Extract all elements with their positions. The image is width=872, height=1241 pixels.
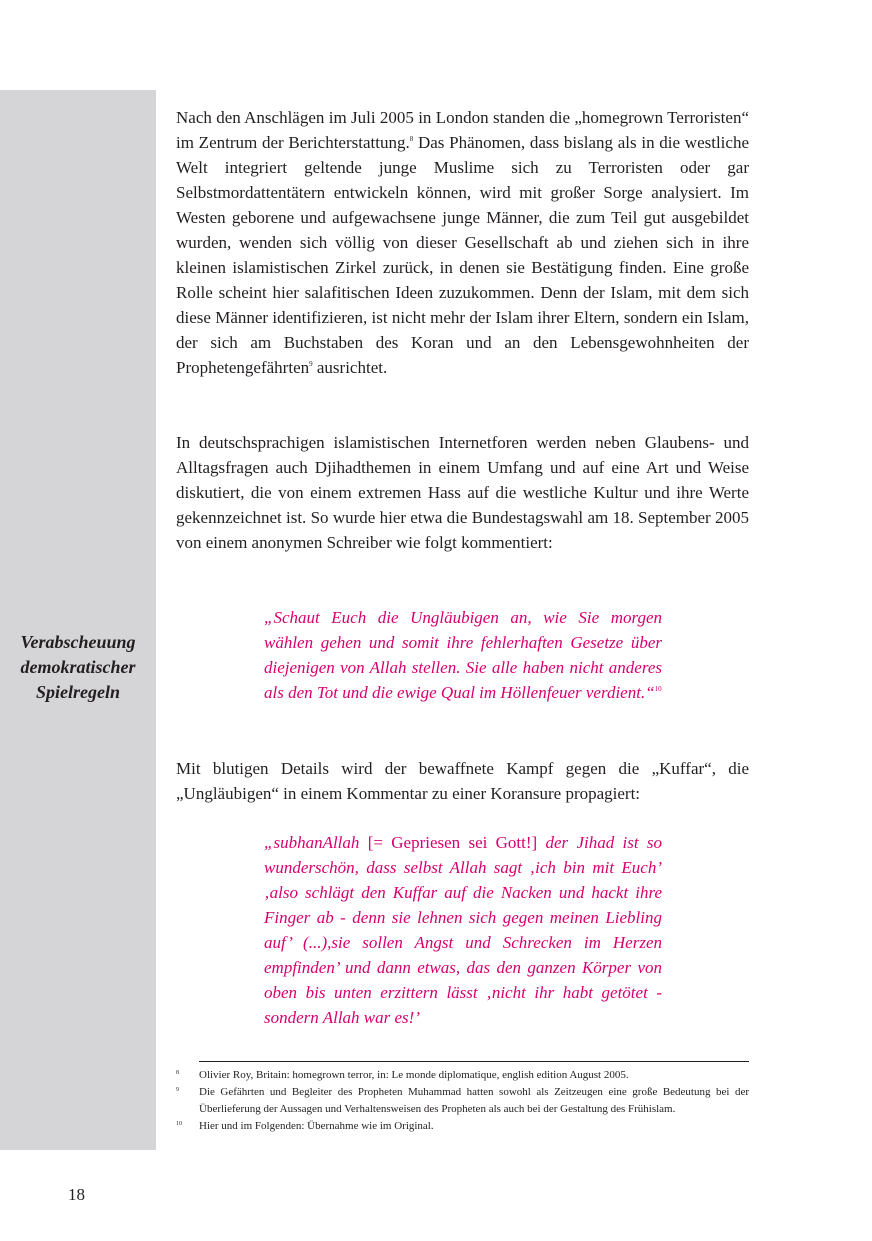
footnotes xyxy=(176,1067,749,1135)
paragraph-1 xyxy=(176,105,749,380)
margin-note xyxy=(0,630,156,705)
footnote-ref-8[interactable]: 8 xyxy=(409,135,414,143)
quote-text: „subhanAllah xyxy=(264,833,368,852)
quote-1 xyxy=(264,605,662,705)
footnote-text: Olivier Roy, Britain: homegrown terror, in: Le monde diplomatique, english edition August 2005. xyxy=(199,1069,629,1081)
quote-2 xyxy=(264,830,662,1030)
footnote-8 xyxy=(176,1067,749,1084)
footnote-9 xyxy=(176,1084,749,1118)
footnote-ref-10[interactable]: 10 xyxy=(654,685,662,693)
margin-note-line: Verabscheuung xyxy=(20,632,136,652)
footnote-number: 9 xyxy=(176,1087,179,1093)
page-number: 18 xyxy=(68,1185,85,1204)
footnote-number: 8 xyxy=(176,1070,179,1076)
paragraph-text: Das Phänomen, dass bislang als in die westliche Welt integriert geltende junge Muslime sich zu Terroristen oder gar Selbstmordattentätern entwickeln können, wird mit großer Sorge analysiert. Im Westen geborene und aufgewachsene junge Männer, die zum Teil gut ausgebildet wurden, wenden sich völlig von dieser Gesellschaft ab und ziehen sich in ihre kleinen islamistischen Zirkel zurück, in denen sie Bestätigung finden. Eine große Rolle scheint hier salafitischen Ideen zuzukommen. Denn der Islam, mit dem sich diese Männer identifizieren, ist nicht mehr der Islam ihrer Eltern, sondern ein Islam, der sich am Buchstaben des Koran und an den Lebensgewohnheiten der Prophetengefährten xyxy=(176,133,749,377)
editorial-insert: [= Gepriesen sei Gott!] xyxy=(367,833,538,852)
paragraph-2: In deutschsprachigen islamistischen Internetforen werden neben Glaubens- und Alltagsfragen auch Djihadthemen in einem Umfang und auf eine Art und Weise diskutiert, die von einem extremen Hass auf die westliche Kultur und ihre Werte gekennzeichnet ist. So wurde hier etwa die Bundestagswahl am 18. September 2005 von einem anonymen Schreiber wie folgt kommentiert: xyxy=(176,433,749,552)
paragraph-text: Nach den Anschlägen im Juli 2005 in London standen die „homegrown Terroristen“ im Zentrum der Berichterstattung. xyxy=(176,108,749,152)
footnote-ref-9[interactable]: 9 xyxy=(309,360,313,368)
quote-text: „Schaut Euch die Ungläubigen an, wie Sie morgen wählen gehen und somit ihre fehlerhaften Gesetze über diejenigen von Allah stellen. Sie alle haben nicht anderes als den Tot und die ewige Qual im Höllenfeuer verdient.“ xyxy=(264,608,662,702)
sidebar-band xyxy=(0,90,156,1150)
footnote-divider xyxy=(199,1061,749,1062)
footnote-text: Hier und im Folgenden: Übernahme wie im Original. xyxy=(199,1120,434,1132)
paragraph-3: Mit blutigen Details wird der bewaffnete Kampf gegen die „Kuffar“, die „Ungläubigen“ in einem Kommentar zu einer Koransure propagiert: xyxy=(176,759,749,803)
footnote-10 xyxy=(176,1118,749,1135)
quote-text: der Jihad ist so wunderschön, dass selbst Allah sagt ‚ich bin mit Euch’ ‚also schlägt den Kuffar auf die Nacken und hackt ihre Finger ab - denn sie lehnen sich gegen meinen Liebling auf’ (...),sie sollen Angst und Schrecken im Herzen empfinden’ und dann etwas, das den ganzen Körper von oben bis unten erzittern lässt ‚nicht ihr habt getötet - sondern Allah war es!’ xyxy=(264,833,663,1027)
paragraph-text: ausrichtet. xyxy=(312,358,388,377)
footnote-number: 10 xyxy=(176,1121,182,1127)
margin-note-line: demokratischer xyxy=(20,657,136,677)
margin-note-line: Spielregeln xyxy=(36,682,120,702)
footnote-text: Die Gefährten und Begleiter des Propheten Muhammad hatten sowohl als Zeitzeugen eine große Bedeutung bei der Überlieferung der Aussagen und Verhaltensweisen des Propheten als auch bei der Gestaltung des Frühislam. xyxy=(199,1086,749,1115)
